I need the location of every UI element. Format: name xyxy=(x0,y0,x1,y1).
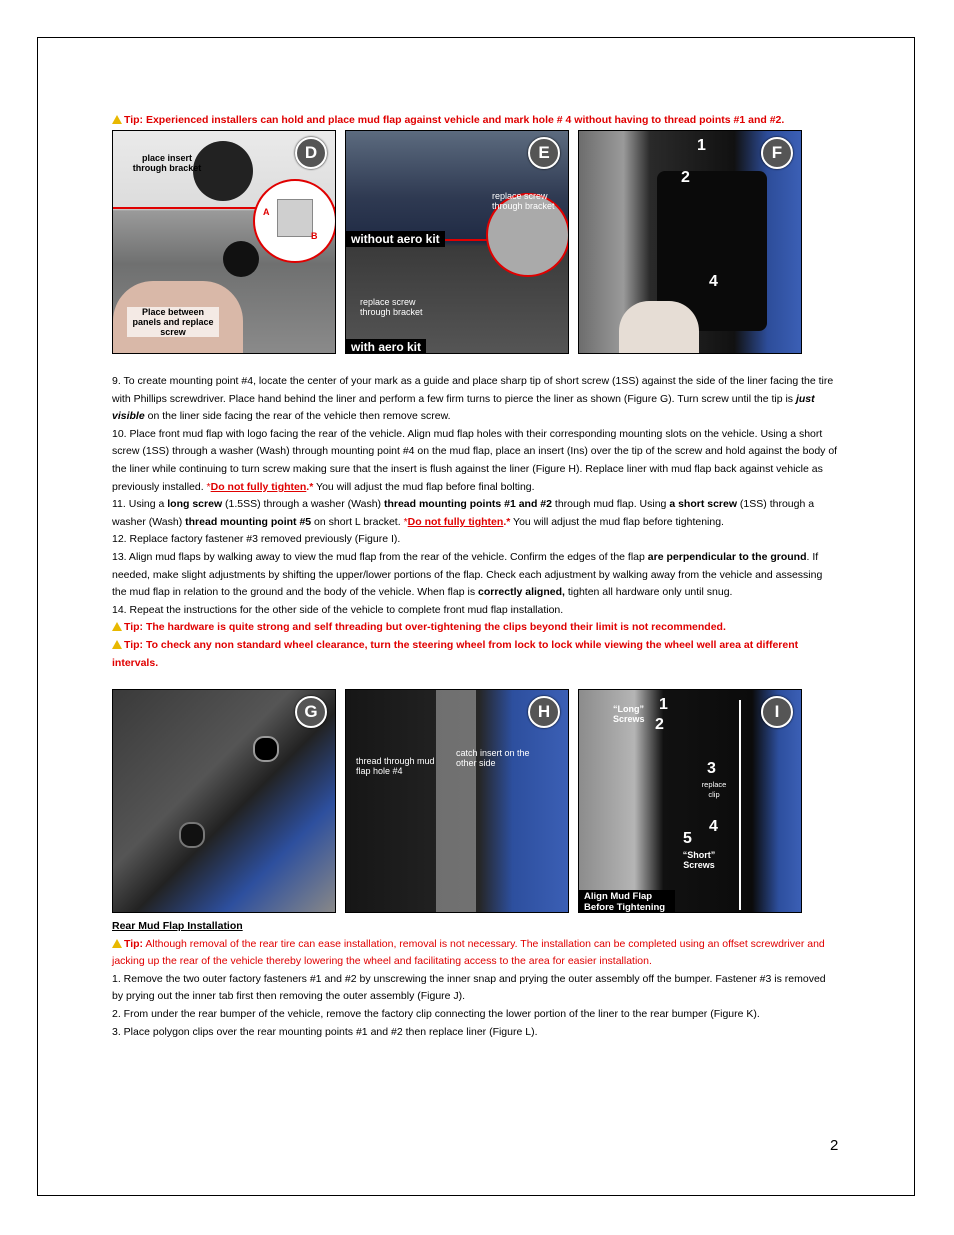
figure-letter-h: H xyxy=(528,696,560,728)
figure-i xyxy=(578,689,802,913)
point-4-label: 4 xyxy=(709,818,718,835)
rear-step-1: 1. Remove the two outer factory fasteners #1 and #2 by unscrewing the inner snap and prying the outer assembly off the bumper. Fastener #3 is removed by prying out the inner tab first then removing the outer assembly (Figure J). xyxy=(112,972,826,1003)
label-short-screws: “Short” Screws xyxy=(682,850,716,870)
alignment-arrow xyxy=(739,700,741,910)
figure-letter-f: F xyxy=(761,137,793,169)
label-long-screws: “Long” Screws xyxy=(613,704,645,724)
tip-wheel-clearance: Tip: To check any non standard wheel clearance, turn the steering wheel from lock to lock while viewing the wheel well area at different intervals. xyxy=(112,638,799,669)
figure-letter-i: I xyxy=(761,696,793,728)
figure-letter-e: E xyxy=(528,137,560,169)
step-13: 13. Align mud flaps by walking away to view the mud flap from the rear of the vehicle. Confirm the edges of the flap are perpendicular to the ground. If needed, make slight adjustments by shifting the upper/lower portions of the flap. Check each adjustment by walking away from the vehicle and assessing the mud flap in relation to the ground and the body of the vehicle. When flap is correctly aligned, tighten all hardware only until snug. xyxy=(112,550,823,599)
point-5-label: 5 xyxy=(683,830,692,847)
page-number: 2 xyxy=(830,1137,839,1154)
point-1-label: 1 xyxy=(659,696,668,713)
rear-heading: Rear Mud Flap Installation xyxy=(112,920,243,932)
front-instructions xyxy=(112,373,838,672)
figure-d xyxy=(112,130,336,354)
rear-tip: Tip: Although removal of the rear tire can ease installation, removal is not necessary. The installation can be completed using an offset screwdriver and jacking up the rear of the vehicle thereby lowering the wheel and facilitating access to the area for easier installation. xyxy=(112,937,825,968)
warning-icon xyxy=(112,640,122,649)
label-with-aero: with aero kit xyxy=(346,339,426,354)
bracket-inset xyxy=(253,179,336,263)
label-b: B xyxy=(311,231,318,241)
step-9: 9. To create mounting point #4, locate the center of your mark as a guide and place sharp tip of short screw (1SS) against the side of the liner facing the tire with Phillips screwdriver. Place hand behind the liner and perform a few firm turns to pierce the liner as shown (Figure G). Turn screw until the tip is just visible on the liner side facing the rear of the vehicle then remove screw. xyxy=(112,375,834,423)
warning-icon xyxy=(112,939,122,948)
bracket-photo xyxy=(436,690,476,913)
step-14: 14. Repeat the instructions for the other side of the vehicle to complete front mud flap installation. xyxy=(112,603,564,616)
figure-row-top xyxy=(112,130,802,354)
step-10: 10. Place front mud flap with logo facing the rear of the vehicle. Align mud flap holes with their corresponding mounting slots on the vehicle. Using a short screw (1SS) through a washer (Wash) through mounting point #4 on the mud flap, place an insert (Ins) over the tip of the screw and hold against the body of the liner while continuing to turn screw making sure that the insert is flush against the liner (Figure H). Replace liner with mud flap back against vehicle as previously installed. *Do not fully tighten.* You will adjust the mud flap before final bolting. xyxy=(112,427,838,493)
label-replace-screw-1: replace screw through bracket xyxy=(492,191,555,211)
label-replace-clip: replace clip xyxy=(701,780,727,799)
step-12: 12. Replace factory fastener #3 removed previously (Figure I). xyxy=(112,533,401,546)
label-a: A xyxy=(263,207,270,217)
label-catch-insert: catch insert on the other side xyxy=(456,748,530,768)
figure-letter-d: D xyxy=(295,137,327,169)
point-3-label: 3 xyxy=(707,760,716,777)
hole-photo xyxy=(253,736,279,762)
label-replace-screw-2: replace screw through bracket xyxy=(360,297,423,317)
screw-photo xyxy=(223,241,259,277)
screw-photo xyxy=(179,822,205,848)
point-2-label: 2 xyxy=(655,716,664,733)
figure-g xyxy=(112,689,336,913)
label-align-mud-flap: Align Mud Flap Before Tightening xyxy=(579,890,675,913)
label-without-aero: without aero kit xyxy=(346,231,445,247)
tip-hardware: Tip: The hardware is quite strong and self threading but over-tightening the clips beyond their limit is not recommended. xyxy=(112,619,838,637)
figure-e xyxy=(345,130,569,354)
point-2-label: 2 xyxy=(681,169,690,186)
rear-instructions xyxy=(112,918,838,1041)
rear-step-3: 3. Place polygon clips over the rear mounting points #1 and #2 then replace liner (Figure L). xyxy=(112,1025,538,1038)
warning-icon xyxy=(112,622,122,631)
warning-icon xyxy=(112,115,122,124)
tip-top: Tip: Experienced installers can hold and place mud flap against vehicle and mark hole # 4 without having to thread points #1 and #2. xyxy=(112,112,838,130)
figure-f xyxy=(578,130,802,354)
hand-marker-photo xyxy=(619,301,699,354)
rear-step-2: 2. From under the rear bumper of the vehicle, remove the factory clip connecting the lower portion of the liner to the rear bumper (Figure K). xyxy=(112,1007,760,1020)
figure-row-bottom xyxy=(112,689,802,913)
point-4-label: 4 xyxy=(709,273,718,290)
figure-letter-g: G xyxy=(295,696,327,728)
label-thread-through: thread through mud flap hole #4 xyxy=(356,756,435,776)
label-place-between: Place between panels and replace screw xyxy=(127,307,219,337)
label-place-insert: place insert through bracket xyxy=(132,153,202,173)
figure-h xyxy=(345,689,569,913)
step-11: 11. Using a long screw (1.5SS) through a washer (Wash) thread mounting points #1 and #2 through mud flap. Using a short screw (1SS) through a washer (Wash) thread mounting point #5 on short L bracket. *Do not fully tighten.* You will adjust the mud flap before tightening. xyxy=(112,498,815,528)
point-1-label: 1 xyxy=(697,137,706,154)
